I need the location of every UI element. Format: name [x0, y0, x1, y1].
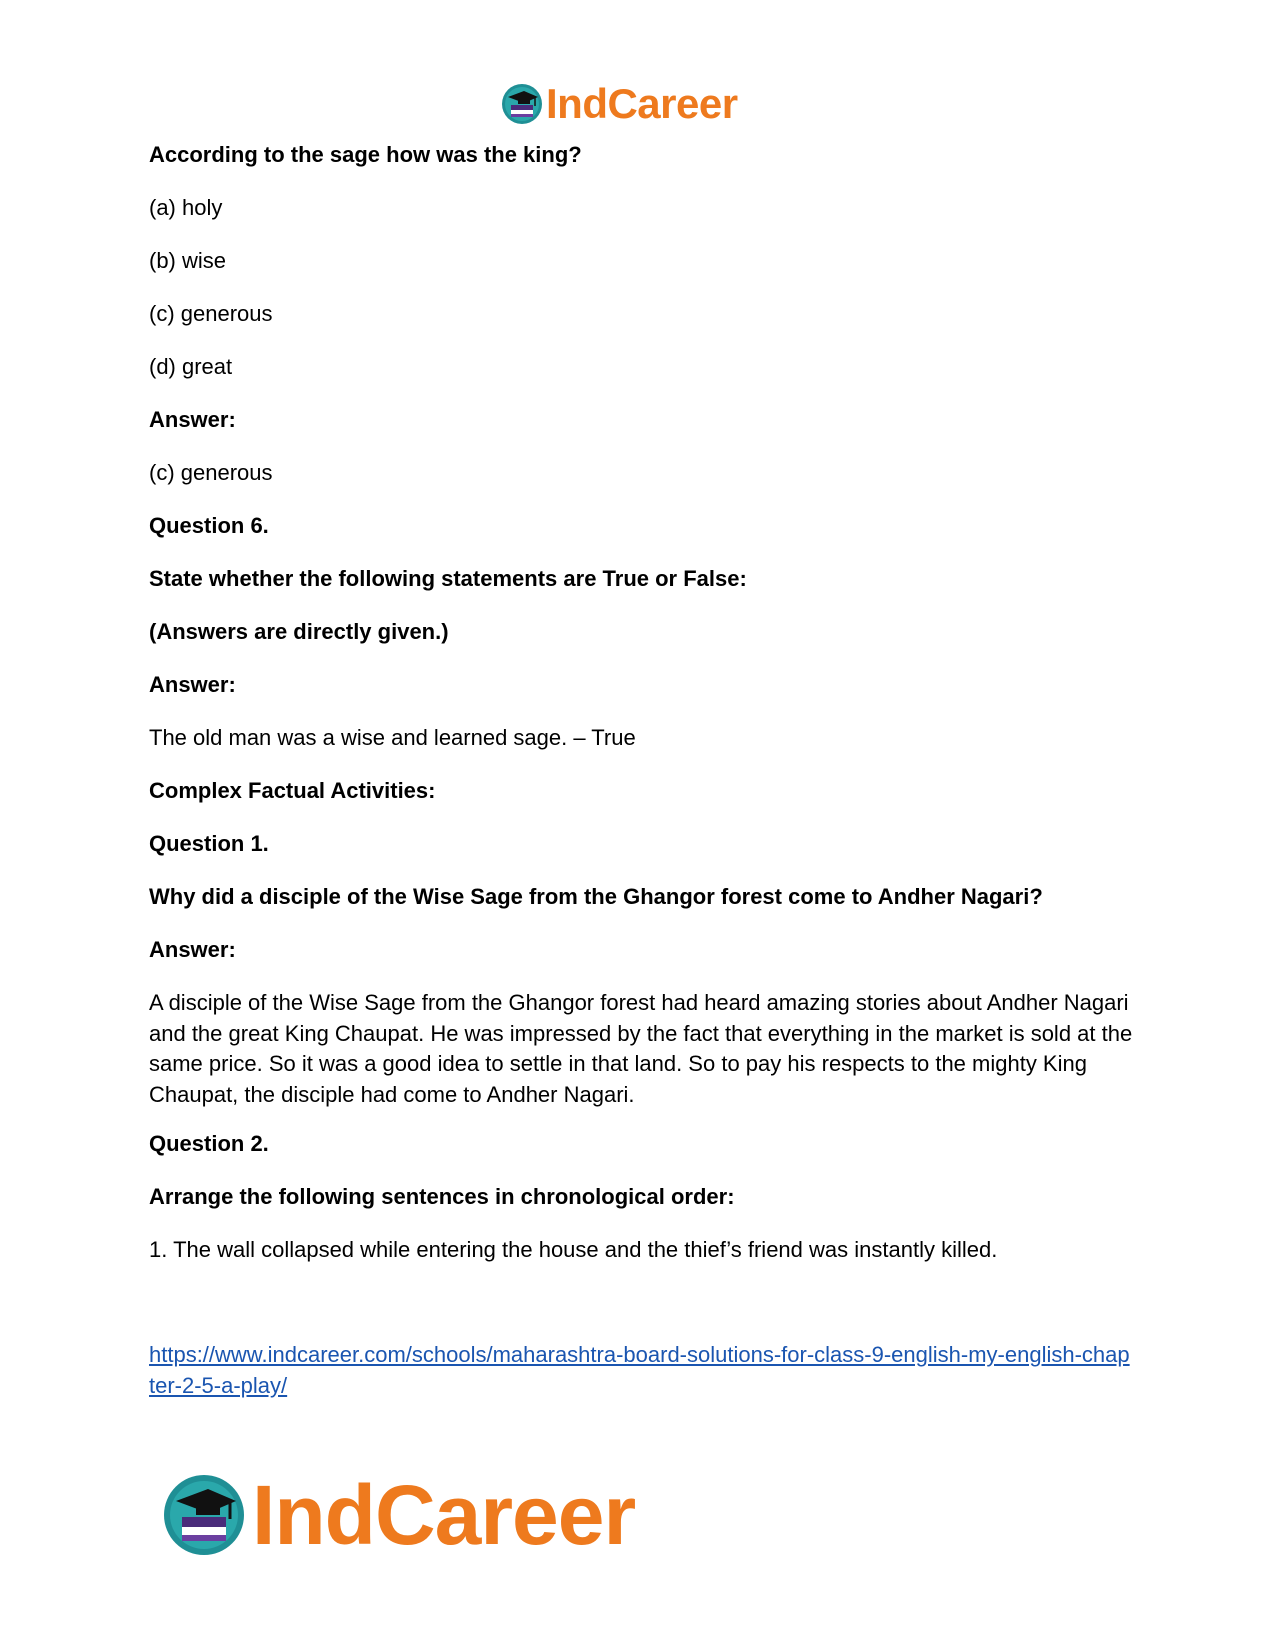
graduation-cap-book-icon — [160, 1471, 248, 1559]
q6-answer-label: Answer: — [149, 672, 236, 697]
source-url-link[interactable]: https://www.indcareer.com/schools/maharashtra-board-solutions-for-class-9-english-my-english-chapter-2-5-a-play/ — [149, 1342, 1130, 1398]
q6-prompt: State whether the following statements are True or False: — [149, 566, 747, 591]
c1-answer-label: Answer: — [149, 937, 236, 962]
q5-answer-label: Answer: — [149, 407, 236, 432]
header-logo — [500, 80, 738, 128]
q5-question: According to the sage how was the king? — [149, 142, 582, 167]
q5-option-a: (a) holy — [149, 195, 223, 220]
c2-item-1: 1. The wall collapsed while entering the house and the thief’s friend was instantly killed. — [149, 1237, 998, 1262]
footer-logo-text: IndCareer — [252, 1467, 636, 1562]
q6-note: (Answers are directly given.) — [149, 619, 449, 644]
c1-prompt: Why did a disciple of the Wise Sage from the Ghangor forest come to Andher Nagari? — [149, 884, 1043, 909]
q5-option-c: (c) generous — [149, 301, 273, 326]
c1-heading: Question 1. — [149, 831, 269, 856]
q5-answer: (c) generous — [149, 460, 273, 485]
q6-answer: The old man was a wise and learned sage. – True — [149, 725, 636, 750]
footer-logo — [160, 1468, 635, 1562]
q5-option-b: (b) wise — [149, 248, 227, 273]
c2-prompt: Arrange the following sentences in chronological order: — [149, 1184, 735, 1209]
header-logo-text: IndCareer — [546, 80, 738, 127]
graduation-cap-book-icon — [500, 82, 544, 126]
q6-heading: Question 6. — [149, 513, 269, 538]
c2-heading: Question 2. — [149, 1131, 269, 1156]
section-heading: Complex Factual Activities: — [149, 778, 436, 803]
c1-answer: A disciple of the Wise Sage from the Ghangor forest had heard amazing stories about Andher Nagari and the great King Chaupat. He was impressed by the fact that everything in the market is sold at the same price. So it was a good idea to settle in that land. So to pay his respects to the mighty King Chaupat, the disciple had come to Andher Nagari. — [149, 990, 1133, 1107]
q5-option-d: (d) great — [149, 354, 233, 379]
